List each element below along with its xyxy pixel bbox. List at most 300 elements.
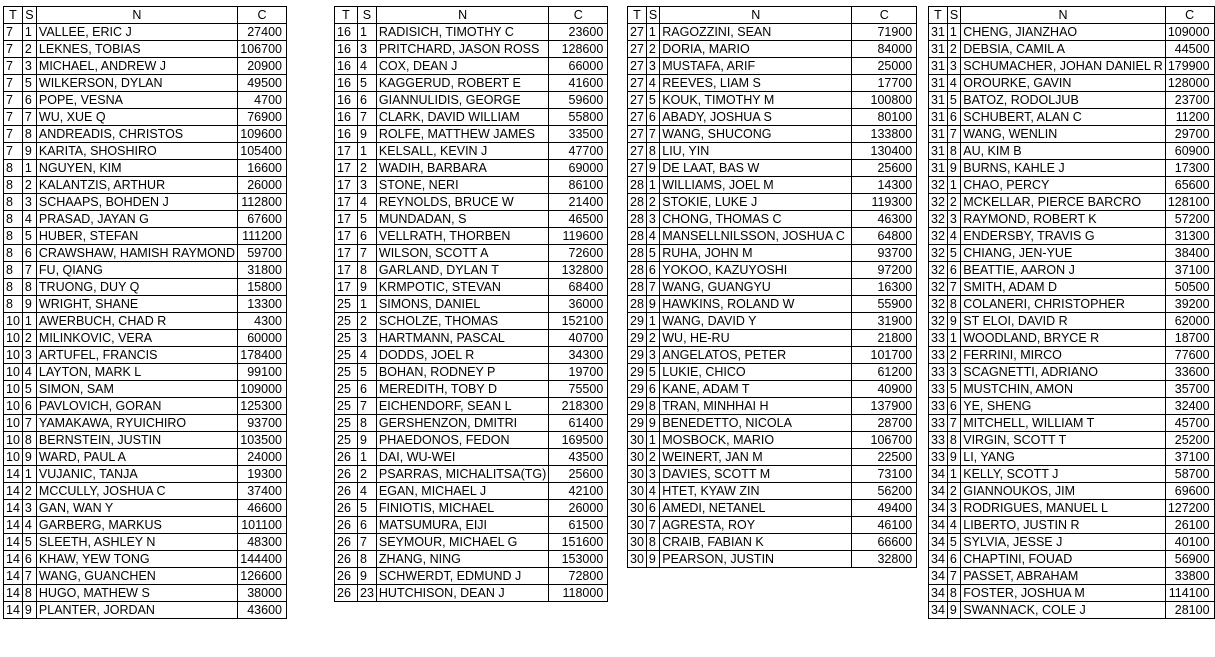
s-cell[interactable]: 8 [646, 398, 659, 415]
s-cell[interactable]: 9 [646, 551, 659, 568]
s-cell[interactable]: 9 [646, 415, 659, 432]
n-cell[interactable]: MCCULLY, JOSHUA C [36, 483, 237, 500]
t-cell[interactable]: 32 [929, 211, 948, 228]
s-cell[interactable]: 9 [22, 296, 36, 313]
n-cell[interactable]: ZHANG, NING [376, 551, 548, 568]
c-cell[interactable]: 46600 [237, 500, 286, 517]
s-cell[interactable]: 3 [947, 58, 960, 75]
n-cell[interactable]: WILLIAMS, JOEL M [660, 177, 852, 194]
s-cell[interactable]: 1 [22, 313, 36, 330]
s-cell[interactable]: 8 [358, 262, 377, 279]
s-cell[interactable]: 3 [947, 364, 960, 381]
t-cell[interactable]: 28 [628, 296, 647, 313]
t-cell[interactable]: 31 [929, 58, 948, 75]
n-cell[interactable]: YOKOO, KAZUYOSHI [660, 262, 852, 279]
t-cell[interactable]: 33 [929, 432, 948, 449]
c-cell[interactable]: 99100 [237, 364, 286, 381]
n-cell[interactable]: CHONG, THOMAS C [660, 211, 852, 228]
s-cell[interactable]: 3 [646, 211, 659, 228]
t-cell[interactable]: 30 [628, 534, 647, 551]
t-cell[interactable]: 7 [4, 75, 23, 92]
t-cell[interactable]: 14 [4, 602, 23, 619]
n-cell[interactable]: PSARRAS, MICHALITSA(TG) [376, 466, 548, 483]
c-cell[interactable]: 67600 [237, 211, 286, 228]
n-cell[interactable]: BERNSTEIN, JUSTIN [36, 432, 237, 449]
n-cell[interactable]: MCKELLAR, PIERCE BARCRO [961, 194, 1166, 211]
n-cell[interactable]: DORIA, MARIO [660, 41, 852, 58]
n-cell[interactable]: RAYMOND, ROBERT K [961, 211, 1166, 228]
s-cell[interactable]: 4 [646, 228, 659, 245]
c-cell[interactable]: 23700 [1165, 92, 1214, 109]
c-cell[interactable]: 31900 [852, 313, 917, 330]
t-cell[interactable]: 8 [4, 245, 23, 262]
column-header-s[interactable]: S [358, 7, 377, 24]
c-cell[interactable]: 49400 [852, 500, 917, 517]
s-cell[interactable]: 2 [22, 41, 36, 58]
n-cell[interactable]: DE LAAT, BAS W [660, 160, 852, 177]
t-cell[interactable]: 8 [4, 279, 23, 296]
c-cell[interactable]: 42100 [549, 483, 608, 500]
t-cell[interactable]: 25 [335, 398, 358, 415]
n-cell[interactable]: PHAEDONOS, FEDON [376, 432, 548, 449]
c-cell[interactable]: 31800 [237, 262, 286, 279]
n-cell[interactable]: YAMAKAWA, RYUICHIRO [36, 415, 237, 432]
s-cell[interactable]: 1 [646, 432, 659, 449]
s-cell[interactable]: 3 [358, 177, 377, 194]
n-cell[interactable]: MANSELLNILSSON, JOSHUA C [660, 228, 852, 245]
c-cell[interactable]: 4300 [237, 313, 286, 330]
t-cell[interactable]: 27 [628, 75, 647, 92]
n-cell[interactable]: PAVLOVICH, GORAN [36, 398, 237, 415]
n-cell[interactable]: SYLVIA, JESSE J [961, 534, 1166, 551]
c-cell[interactable]: 19700 [549, 364, 608, 381]
s-cell[interactable]: 5 [22, 534, 36, 551]
n-cell[interactable]: ENDERSBY, TRAVIS G [961, 228, 1166, 245]
s-cell[interactable]: 3 [947, 500, 960, 517]
c-cell[interactable]: 13300 [237, 296, 286, 313]
n-cell[interactable]: SWANNACK, COLE J [961, 602, 1166, 619]
t-cell[interactable]: 10 [4, 347, 23, 364]
c-cell[interactable]: 68400 [549, 279, 608, 296]
s-cell[interactable]: 23 [358, 585, 377, 602]
n-cell[interactable]: WU, XUE Q [36, 109, 237, 126]
n-cell[interactable]: RODRIGUES, MANUEL L [961, 500, 1166, 517]
t-cell[interactable]: 10 [4, 330, 23, 347]
n-cell[interactable]: COLANERI, CHRISTOPHER [961, 296, 1166, 313]
t-cell[interactable]: 29 [628, 330, 647, 347]
t-cell[interactable]: 33 [929, 449, 948, 466]
t-cell[interactable]: 8 [4, 177, 23, 194]
s-cell[interactable]: 1 [646, 177, 659, 194]
s-cell[interactable]: 5 [22, 75, 36, 92]
s-cell[interactable]: 7 [358, 534, 377, 551]
n-cell[interactable]: KELSALL, KEVIN J [376, 143, 548, 160]
t-cell[interactable]: 25 [335, 364, 358, 381]
t-cell[interactable]: 14 [4, 517, 23, 534]
n-cell[interactable]: KRMPOTIC, STEVAN [376, 279, 548, 296]
c-cell[interactable]: 127200 [1165, 500, 1214, 517]
t-cell[interactable]: 25 [335, 313, 358, 330]
s-cell[interactable]: 6 [22, 551, 36, 568]
c-cell[interactable]: 4700 [237, 92, 286, 109]
c-cell[interactable]: 21800 [852, 330, 917, 347]
n-cell[interactable]: PRASAD, JAYAN G [36, 211, 237, 228]
c-cell[interactable]: 128100 [1165, 194, 1214, 211]
n-cell[interactable]: LIBERTO, JUSTIN R [961, 517, 1166, 534]
s-cell[interactable]: 9 [947, 449, 960, 466]
s-cell[interactable]: 5 [947, 92, 960, 109]
c-cell[interactable]: 72600 [549, 245, 608, 262]
t-cell[interactable]: 16 [335, 24, 358, 41]
t-cell[interactable]: 25 [335, 296, 358, 313]
n-cell[interactable]: MATSUMURA, EIJI [376, 517, 548, 534]
n-cell[interactable]: FINIOTIS, MICHAEL [376, 500, 548, 517]
n-cell[interactable]: REYNOLDS, BRUCE W [376, 194, 548, 211]
t-cell[interactable]: 14 [4, 585, 23, 602]
t-cell[interactable]: 14 [4, 551, 23, 568]
c-cell[interactable]: 20900 [237, 58, 286, 75]
t-cell[interactable]: 10 [4, 415, 23, 432]
c-cell[interactable]: 36000 [549, 296, 608, 313]
c-cell[interactable]: 40900 [852, 381, 917, 398]
c-cell[interactable]: 128600 [549, 41, 608, 58]
n-cell[interactable]: FOSTER, JOSHUA M [961, 585, 1166, 602]
t-cell[interactable]: 10 [4, 449, 23, 466]
n-cell[interactable]: AMEDI, NETANEL [660, 500, 852, 517]
t-cell[interactable]: 27 [628, 143, 647, 160]
n-cell[interactable]: WARD, PAUL A [36, 449, 237, 466]
t-cell[interactable]: 25 [335, 432, 358, 449]
c-cell[interactable]: 64800 [852, 228, 917, 245]
n-cell[interactable]: COX, DEAN J [376, 58, 548, 75]
s-cell[interactable]: 4 [22, 211, 36, 228]
t-cell[interactable]: 28 [628, 211, 647, 228]
t-cell[interactable]: 27 [628, 41, 647, 58]
n-cell[interactable]: KHAW, YEW TONG [36, 551, 237, 568]
c-cell[interactable]: 61400 [549, 415, 608, 432]
t-cell[interactable]: 10 [4, 381, 23, 398]
n-cell[interactable]: RADISICH, TIMOTHY C [376, 24, 548, 41]
n-cell[interactable]: VIRGIN, SCOTT T [961, 432, 1166, 449]
c-cell[interactable]: 38400 [1165, 245, 1214, 262]
n-cell[interactable]: GARLAND, DYLAN T [376, 262, 548, 279]
n-cell[interactable]: MUNDADAN, S [376, 211, 548, 228]
s-cell[interactable]: 1 [358, 143, 377, 160]
s-cell[interactable]: 6 [646, 381, 659, 398]
c-cell[interactable]: 19300 [237, 466, 286, 483]
n-cell[interactable]: WILKERSON, DYLAN [36, 75, 237, 92]
n-cell[interactable]: SLEETH, ASHLEY N [36, 534, 237, 551]
t-cell[interactable]: 10 [4, 432, 23, 449]
n-cell[interactable]: HARTMANN, PASCAL [376, 330, 548, 347]
c-cell[interactable]: 119600 [549, 228, 608, 245]
t-cell[interactable]: 32 [929, 194, 948, 211]
s-cell[interactable]: 8 [358, 551, 377, 568]
n-cell[interactable]: SCHAAPS, BOHDEN J [36, 194, 237, 211]
t-cell[interactable]: 30 [628, 551, 647, 568]
n-cell[interactable]: SCHOLZE, THOMAS [376, 313, 548, 330]
c-cell[interactable]: 27400 [237, 24, 286, 41]
t-cell[interactable]: 32 [929, 279, 948, 296]
t-cell[interactable]: 25 [335, 415, 358, 432]
t-cell[interactable]: 26 [335, 466, 358, 483]
s-cell[interactable]: 1 [358, 296, 377, 313]
s-cell[interactable]: 2 [358, 313, 377, 330]
n-cell[interactable]: WANG, GUANGYU [660, 279, 852, 296]
n-cell[interactable]: ARTUFEL, FRANCIS [36, 347, 237, 364]
s-cell[interactable]: 4 [358, 58, 377, 75]
column-header-c[interactable]: C [1165, 7, 1214, 24]
s-cell[interactable]: 4 [358, 347, 377, 364]
s-cell[interactable]: 3 [947, 211, 960, 228]
s-cell[interactable]: 9 [646, 296, 659, 313]
c-cell[interactable]: 73100 [852, 466, 917, 483]
s-cell[interactable]: 4 [646, 75, 659, 92]
n-cell[interactable]: HUGO, MATHEW S [36, 585, 237, 602]
s-cell[interactable]: 5 [22, 381, 36, 398]
t-cell[interactable]: 14 [4, 483, 23, 500]
c-cell[interactable]: 100800 [852, 92, 917, 109]
s-cell[interactable]: 7 [646, 126, 659, 143]
t-cell[interactable]: 16 [335, 58, 358, 75]
c-cell[interactable]: 153000 [549, 551, 608, 568]
s-cell[interactable]: 8 [947, 143, 960, 160]
n-cell[interactable]: REEVES, LIAM S [660, 75, 852, 92]
n-cell[interactable]: WOODLAND, BRYCE R [961, 330, 1166, 347]
s-cell[interactable]: 1 [947, 24, 960, 41]
n-cell[interactable]: AGRESTA, ROY [660, 517, 852, 534]
s-cell[interactable]: 7 [358, 398, 377, 415]
n-cell[interactable]: CHENG, JIANZHAO [961, 24, 1166, 41]
s-cell[interactable]: 7 [646, 279, 659, 296]
c-cell[interactable]: 33600 [1165, 364, 1214, 381]
c-cell[interactable]: 75500 [549, 381, 608, 398]
c-cell[interactable]: 218300 [549, 398, 608, 415]
s-cell[interactable]: 6 [646, 109, 659, 126]
t-cell[interactable]: 31 [929, 143, 948, 160]
column-header-c[interactable]: C [549, 7, 608, 24]
n-cell[interactable]: LEKNES, TOBIAS [36, 41, 237, 58]
t-cell[interactable]: 29 [628, 398, 647, 415]
n-cell[interactable]: KOUK, TIMOTHY M [660, 92, 852, 109]
s-cell[interactable]: 6 [22, 245, 36, 262]
s-cell[interactable]: 8 [358, 415, 377, 432]
s-cell[interactable]: 6 [646, 262, 659, 279]
c-cell[interactable]: 61200 [852, 364, 917, 381]
n-cell[interactable]: MUSTCHIN, AMON [961, 381, 1166, 398]
c-cell[interactable]: 84000 [852, 41, 917, 58]
s-cell[interactable]: 8 [947, 432, 960, 449]
c-cell[interactable]: 26000 [237, 177, 286, 194]
n-cell[interactable]: DAI, WU-WEI [376, 449, 548, 466]
c-cell[interactable]: 23600 [549, 24, 608, 41]
t-cell[interactable]: 16 [335, 92, 358, 109]
column-header-s[interactable]: S [646, 7, 659, 24]
s-cell[interactable]: 7 [947, 126, 960, 143]
n-cell[interactable]: ROLFE, MATTHEW JAMES [376, 126, 548, 143]
c-cell[interactable]: 43500 [549, 449, 608, 466]
t-cell[interactable]: 31 [929, 92, 948, 109]
c-cell[interactable]: 144400 [237, 551, 286, 568]
t-cell[interactable]: 17 [335, 262, 358, 279]
s-cell[interactable]: 8 [22, 126, 36, 143]
n-cell[interactable]: FU, QIANG [36, 262, 237, 279]
c-cell[interactable]: 97200 [852, 262, 917, 279]
n-cell[interactable]: HTET, KYAW ZIN [660, 483, 852, 500]
n-cell[interactable]: DAVIES, SCOTT M [660, 466, 852, 483]
n-cell[interactable]: GIANNULIDIS, GEORGE [376, 92, 548, 109]
column-header-n[interactable]: N [376, 7, 548, 24]
c-cell[interactable]: 65600 [1165, 177, 1214, 194]
c-cell[interactable]: 17300 [1165, 160, 1214, 177]
c-cell[interactable]: 25000 [852, 58, 917, 75]
c-cell[interactable]: 126600 [237, 568, 286, 585]
t-cell[interactable]: 30 [628, 483, 647, 500]
s-cell[interactable]: 4 [22, 517, 36, 534]
t-cell[interactable]: 8 [4, 160, 23, 177]
n-cell[interactable]: KELLY, SCOTT J [961, 466, 1166, 483]
t-cell[interactable]: 32 [929, 245, 948, 262]
t-cell[interactable]: 7 [4, 126, 23, 143]
t-cell[interactable]: 25 [335, 381, 358, 398]
c-cell[interactable]: 25600 [852, 160, 917, 177]
t-cell[interactable]: 29 [628, 347, 647, 364]
s-cell[interactable]: 1 [947, 330, 960, 347]
t-cell[interactable]: 34 [929, 466, 948, 483]
s-cell[interactable]: 1 [22, 24, 36, 41]
c-cell[interactable]: 72800 [549, 568, 608, 585]
n-cell[interactable]: CRAWSHAW, HAMISH RAYMOND [36, 245, 237, 262]
c-cell[interactable]: 71900 [852, 24, 917, 41]
n-cell[interactable]: KALANTZIS, ARTHUR [36, 177, 237, 194]
s-cell[interactable]: 5 [358, 211, 377, 228]
c-cell[interactable]: 103500 [237, 432, 286, 449]
s-cell[interactable]: 4 [22, 364, 36, 381]
column-header-n[interactable]: N [36, 7, 237, 24]
t-cell[interactable]: 16 [335, 126, 358, 143]
n-cell[interactable]: STOKIE, LUKE J [660, 194, 852, 211]
s-cell[interactable]: 9 [358, 279, 377, 296]
n-cell[interactable]: MUSTAFA, ARIF [660, 58, 852, 75]
column-header-s[interactable]: S [22, 7, 36, 24]
c-cell[interactable]: 93700 [852, 245, 917, 262]
t-cell[interactable]: 8 [4, 228, 23, 245]
c-cell[interactable]: 46500 [549, 211, 608, 228]
s-cell[interactable]: 7 [22, 109, 36, 126]
n-cell[interactable]: HUTCHISON, DEAN J [376, 585, 548, 602]
n-cell[interactable]: LUKIE, CHICO [660, 364, 852, 381]
t-cell[interactable]: 17 [335, 177, 358, 194]
n-cell[interactable]: TRUONG, DUY Q [36, 279, 237, 296]
c-cell[interactable]: 11200 [1165, 109, 1214, 126]
c-cell[interactable]: 101700 [852, 347, 917, 364]
c-cell[interactable]: 106700 [852, 432, 917, 449]
n-cell[interactable]: MILINKOVIC, VERA [36, 330, 237, 347]
t-cell[interactable]: 8 [4, 262, 23, 279]
t-cell[interactable]: 26 [335, 585, 358, 602]
n-cell[interactable]: WANG, GUANCHEN [36, 568, 237, 585]
s-cell[interactable]: 3 [358, 41, 377, 58]
n-cell[interactable]: KAGGERUD, ROBERT E [376, 75, 548, 92]
n-cell[interactable]: VALLEE, ERIC J [36, 24, 237, 41]
s-cell[interactable]: 4 [947, 517, 960, 534]
t-cell[interactable]: 16 [335, 75, 358, 92]
s-cell[interactable]: 5 [358, 75, 377, 92]
s-cell[interactable]: 6 [947, 398, 960, 415]
s-cell[interactable]: 5 [646, 92, 659, 109]
c-cell[interactable]: 132800 [549, 262, 608, 279]
c-cell[interactable]: 18700 [1165, 330, 1214, 347]
n-cell[interactable]: YE, SHENG [961, 398, 1166, 415]
c-cell[interactable]: 152100 [549, 313, 608, 330]
c-cell[interactable]: 86100 [549, 177, 608, 194]
c-cell[interactable]: 130400 [852, 143, 917, 160]
s-cell[interactable]: 7 [358, 245, 377, 262]
s-cell[interactable]: 6 [358, 228, 377, 245]
n-cell[interactable]: CHAO, PERCY [961, 177, 1166, 194]
t-cell[interactable]: 32 [929, 313, 948, 330]
t-cell[interactable]: 7 [4, 58, 23, 75]
n-cell[interactable]: AU, KIM B [961, 143, 1166, 160]
s-cell[interactable]: 9 [947, 313, 960, 330]
n-cell[interactable]: SIMON, SAM [36, 381, 237, 398]
n-cell[interactable]: BENEDETTO, NICOLA [660, 415, 852, 432]
t-cell[interactable]: 26 [335, 517, 358, 534]
column-header-t[interactable]: T [929, 7, 948, 24]
t-cell[interactable]: 8 [4, 296, 23, 313]
s-cell[interactable]: 7 [947, 415, 960, 432]
t-cell[interactable]: 34 [929, 568, 948, 585]
t-cell[interactable]: 31 [929, 24, 948, 41]
c-cell[interactable]: 29700 [1165, 126, 1214, 143]
t-cell[interactable]: 14 [4, 466, 23, 483]
t-cell[interactable]: 7 [4, 92, 23, 109]
c-cell[interactable]: 39200 [1165, 296, 1214, 313]
s-cell[interactable]: 2 [646, 330, 659, 347]
t-cell[interactable]: 31 [929, 75, 948, 92]
s-cell[interactable]: 6 [947, 262, 960, 279]
t-cell[interactable]: 28 [628, 279, 647, 296]
n-cell[interactable]: BATOZ, RODOLJUB [961, 92, 1166, 109]
column-header-t[interactable]: T [335, 7, 358, 24]
t-cell[interactable]: 33 [929, 347, 948, 364]
c-cell[interactable]: 109000 [1165, 24, 1214, 41]
n-cell[interactable]: SCAGNETTI, ADRIANO [961, 364, 1166, 381]
n-cell[interactable]: LIU, YIN [660, 143, 852, 160]
c-cell[interactable]: 33800 [1165, 568, 1214, 585]
s-cell[interactable]: 2 [947, 41, 960, 58]
s-cell[interactable]: 1 [22, 160, 36, 177]
c-cell[interactable]: 24000 [237, 449, 286, 466]
c-cell[interactable]: 106700 [237, 41, 286, 58]
c-cell[interactable]: 26000 [549, 500, 608, 517]
s-cell[interactable]: 2 [947, 483, 960, 500]
n-cell[interactable]: EICHENDORF, SEAN L [376, 398, 548, 415]
s-cell[interactable]: 1 [646, 24, 659, 41]
t-cell[interactable]: 17 [335, 245, 358, 262]
n-cell[interactable]: HUBER, STEFAN [36, 228, 237, 245]
c-cell[interactable]: 169500 [549, 432, 608, 449]
t-cell[interactable]: 7 [4, 24, 23, 41]
t-cell[interactable]: 33 [929, 364, 948, 381]
c-cell[interactable]: 31300 [1165, 228, 1214, 245]
c-cell[interactable]: 14300 [852, 177, 917, 194]
c-cell[interactable]: 60000 [237, 330, 286, 347]
s-cell[interactable]: 8 [22, 432, 36, 449]
s-cell[interactable]: 8 [646, 534, 659, 551]
s-cell[interactable]: 7 [947, 279, 960, 296]
n-cell[interactable]: HAWKINS, ROLAND W [660, 296, 852, 313]
